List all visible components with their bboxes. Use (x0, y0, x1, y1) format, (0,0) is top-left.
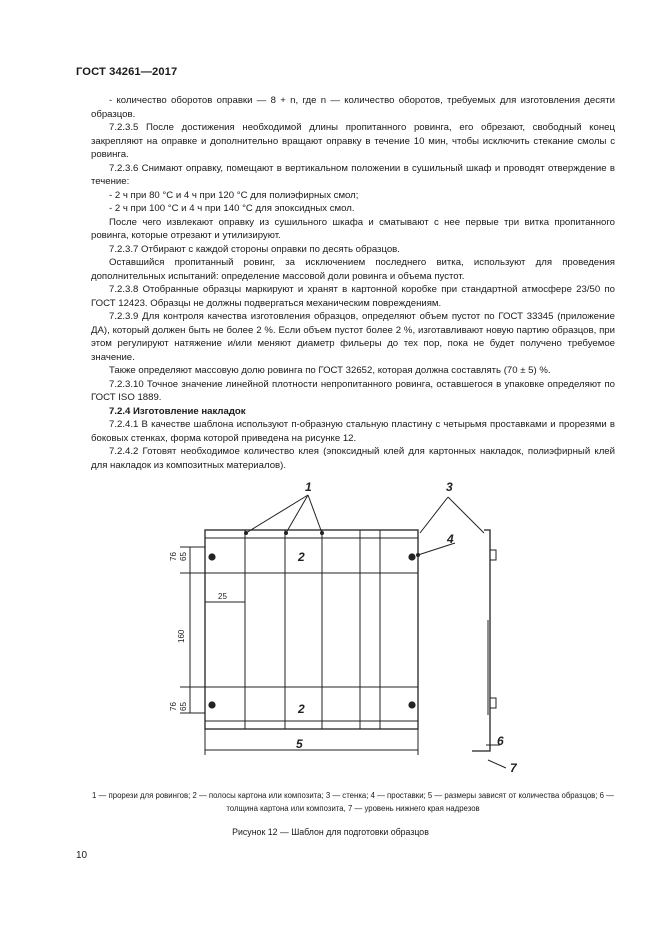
figure-legend (88, 789, 618, 815)
dim-76-top: 76 (169, 552, 178, 561)
callout-4: 4 (447, 532, 454, 546)
callout-7: 7 (510, 761, 517, 775)
dim-65-top: 65 (179, 552, 188, 561)
legend-line: 1 — прорези для ровингов; 2 — полосы картона или композита; 3 — стенка; 4 — проставки; 5 — размеры зависят от количества образцов; 6 — толщина картона или композита, 7 — уровень нижнего края надрезов (92, 791, 614, 813)
dim-76-bottom: 76 (169, 702, 178, 711)
paragraph: 7.2.3.7 Отбирают с каждой стороны оправки по десять образцов. (109, 243, 400, 255)
paragraph: После чего извлекают оправку из сушильного шкафа и сматывают с нее первые три витка пропитанного ровинга, которые отрезают и утилизируют. (91, 216, 615, 241)
template-drawing (150, 475, 530, 780)
paragraph: 7.2.4.1 В качестве шаблона используют п-образную стальную пластину с четырьмя проставками и прорезями в боковых стенках, форма которой приведена на рисунке 12. (91, 419, 615, 444)
paragraph: Оставшийся пропитанный ровинг, за исключением последнего витка, используют для проведения дополнительных испытаний: определение массовой доли ровинга и объема пустот. (91, 257, 615, 282)
callout-5: 5 (296, 737, 303, 751)
paragraph: - количество оборотов оправки — 8 + n, где n — количество оборотов, требуемых для изготовления десяти образцов. (91, 95, 615, 120)
paragraph: 7.2.4.2 Готовят необходимое количество клея (эпоксидный клей для картонных накладок, полиэфирный клей для накладок из композитных материалов). (91, 446, 615, 471)
callout-6: 6 (497, 734, 504, 748)
paragraph: - 2 ч при 80 °С и 4 ч при 120 °С для полиэфирных смол; (109, 189, 359, 201)
figure-caption: Рисунок 12 — Шаблон для подготовки образцов (232, 827, 429, 837)
paragraph: 7.2.3.6 Снимают оправку, помещают в вертикальном положении в сушильный шкаф и проводят отверждение в течение: (91, 162, 615, 187)
paragraph: 7.2.3.9 Для контроля качества изготовления образцов, определяют объем пустот по ГОСТ 33345 (приложение ДА), который должен быть не более 2 %. Если объем пустот более 2 %, изготавливают новую партию образцов, при этом регулируют натяжение и/или меняют диаметр фильеры до тех пор, пока не будет получено требуемое значение. (91, 311, 615, 363)
paragraph: 7.2.3.8 Отобранные образцы маркируют и хранят в картонной коробке при стандартной атмосфере 23/50 по ГОСТ 12423. Образцы не должны подвергаться механическим повреждениям. (91, 284, 615, 309)
paragraph: 7.2.3.5 После достижения необходимой длины пропитанного ровинга, его обрезают, свободный конец закрепляют на оправке и дополнительно вращают оправку в течение 10 мин, чтобы исключить стекание смолы с ровинга. (91, 122, 615, 160)
template-frame (205, 530, 418, 729)
dim-65-bottom: 65 (179, 702, 188, 711)
dim-25: 25 (218, 592, 227, 601)
section-heading: 7.2.4 Изготовление накладок (109, 405, 246, 417)
callout-1: 1 (305, 480, 312, 494)
callout-3: 3 (446, 480, 453, 494)
document-header: ГОСТ 34261—2017 (76, 66, 178, 78)
paragraph: 7.2.3.10 Точное значение линейной плотности непропитанного ровинга, оставшегося в упаковке определяют по ГОСТ ISO 1889. (91, 378, 615, 403)
side-wall-profile (472, 530, 490, 751)
page-number: 10 (76, 850, 88, 861)
dim-160: 160 (177, 629, 186, 643)
callout-2-bottom: 2 (298, 702, 305, 716)
paragraph: Также определяют массовую долю ровинга по ГОСТ 32652, которая должна составлять (70 ± 5) %. (109, 365, 551, 376)
callout-2-top: 2 (298, 550, 305, 564)
body-text (91, 94, 615, 472)
paragraph: - 2 ч при 100 °С и 4 ч при 140 °С для эпоксидных смол. (109, 203, 355, 214)
